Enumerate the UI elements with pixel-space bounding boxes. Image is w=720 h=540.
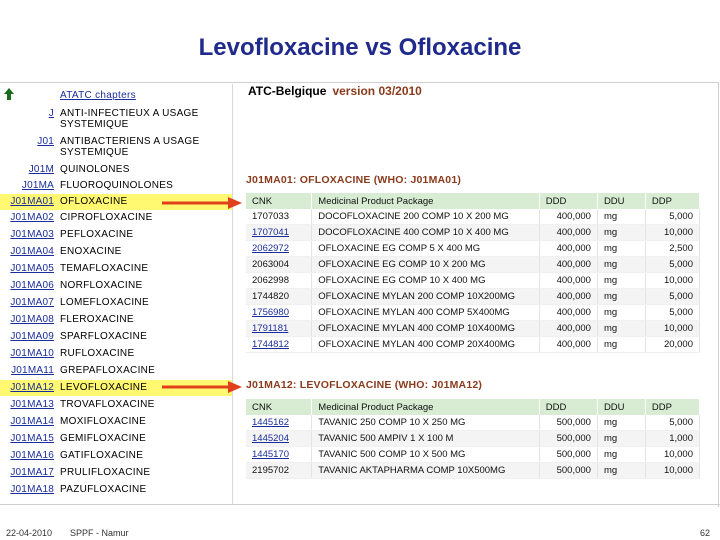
tree-item-name: ANTI-INFECTIEUX A USAGE SYSTEMIQUE (60, 108, 199, 130)
cnk-cell[interactable]: 1744812 (246, 337, 312, 353)
atc-brand: ATC-Belgique (248, 84, 327, 98)
tree-item-code[interactable]: J01MA14 (10, 416, 54, 427)
tree-item-code[interactable]: J01M (28, 164, 54, 175)
tree-item-name: QUINOLONES (60, 164, 130, 175)
cnk-cell[interactable]: 1445162 (246, 415, 312, 431)
tree-item-code[interactable]: J01MA18 (10, 484, 54, 495)
table-cell: OFLOXACINE MYLAN 400 COMP 20X400MG (312, 337, 540, 353)
tree-item-name: PAZUFLOXACINE (60, 484, 147, 495)
table-cell: 10,000 (645, 447, 699, 463)
tree-item[interactable] (0, 134, 232, 160)
cnk-cell[interactable]: 1445170 (246, 447, 312, 463)
tree-item-name: OFLOXACINE (60, 196, 128, 207)
levofloxacine-table (246, 399, 700, 479)
tree-item[interactable] (0, 397, 232, 413)
column-header: DDP (645, 399, 699, 415)
tree-item[interactable] (0, 295, 232, 311)
table-cell: 10,000 (645, 463, 699, 479)
tree-item-code[interactable]: J01MA13 (10, 399, 54, 410)
tree-item-name: GATIFLOXACINE (60, 450, 144, 461)
tree-divider (232, 84, 233, 504)
column-header: DDD (539, 399, 597, 415)
table-cell: 400,000 (539, 321, 597, 337)
tree-item[interactable] (0, 88, 232, 104)
tree-item-code[interactable]: J01MA04 (10, 246, 54, 257)
footer-divider (0, 504, 720, 505)
table-cell: mg (597, 321, 645, 337)
column-header: Medicinal Product Package (312, 399, 540, 415)
arrow-ofloxacine-icon (162, 196, 242, 210)
table-row (246, 447, 700, 463)
table-cell: mg (597, 337, 645, 353)
table-row (246, 289, 700, 305)
table-cell: DOCOFLOXACINE 400 COMP 10 X 400 MG (312, 225, 540, 241)
cnk-cell[interactable]: 1445204 (246, 431, 312, 447)
tree-item-name: FLEROXACINE (60, 314, 134, 325)
table-row (246, 337, 700, 353)
table-cell: 500,000 (539, 415, 597, 431)
tree-item-name: ENOXACINE (60, 246, 122, 257)
tree-item[interactable] (0, 346, 232, 362)
tree-item[interactable] (0, 261, 232, 277)
table-cell: 2,500 (645, 241, 699, 257)
tree-item[interactable] (0, 312, 232, 328)
footer-date: 22-04-2010 (6, 528, 53, 538)
table-cell: mg (597, 273, 645, 289)
tree-item-name: TEMAFLOXACINE (60, 263, 149, 274)
tree-item-name: ANTIBACTERIENS A USAGE SYSTEMIQUE (60, 136, 200, 158)
cnk-cell[interactable]: 2062972 (246, 241, 312, 257)
table-cell: 500,000 (539, 431, 597, 447)
tree-item-name: NORFLOXACINE (60, 280, 143, 291)
tree-item[interactable] (0, 465, 232, 481)
tree-item-code[interactable]: J01MA07 (10, 297, 54, 308)
table-cell: 1,000 (645, 431, 699, 447)
tree-item-code[interactable]: J01MA08 (10, 314, 54, 325)
table-cell: mg (597, 225, 645, 241)
table-cell: 5,000 (645, 305, 699, 321)
table-cell: 10,000 (645, 273, 699, 289)
atc-version: version 03/2010 (332, 84, 422, 98)
table-cell: mg (597, 305, 645, 321)
ofloxacine-table (246, 193, 700, 353)
cnk-cell[interactable]: 1791181 (246, 321, 312, 337)
tree-item-name: GEMIFLOXACINE (60, 433, 147, 444)
table-cell: mg (597, 431, 645, 447)
column-header: DDD (539, 193, 597, 209)
tree-item-code[interactable]: J01MA (21, 180, 54, 191)
ofloxacine-section-title: J01MA01: OFLOXACINE (WHO: J01MA01) (246, 174, 462, 186)
tree-item-name: PRULIFLOXACINE (60, 467, 151, 478)
tree-item-code[interactable]: J01MA06 (10, 280, 54, 291)
column-header: DDU (597, 193, 645, 209)
tree-item[interactable] (0, 162, 232, 178)
column-header: DDU (597, 399, 645, 415)
cnk-cell: 2195702 (246, 463, 312, 479)
table-cell: OFLOXACINE EG COMP 10 X 400 MG (312, 273, 540, 289)
table-cell: TAVANIC 500 COMP 10 X 500 MG (312, 447, 540, 463)
table-cell: 400,000 (539, 289, 597, 305)
table-cell: 5,000 (645, 415, 699, 431)
tree-item-name: GREPAFLOXACINE (60, 365, 156, 376)
table-row (246, 463, 700, 479)
tree-item-name: LEVOFLOXACINE (60, 382, 148, 393)
tree-item-name: TROVAFLOXACINE (60, 399, 155, 410)
levofloxacine-section-title: J01MA12: LEVOFLOXACINE (WHO: J01MA12) (246, 379, 483, 391)
tree-item[interactable] (0, 210, 232, 226)
tree-item-code[interactable]: J01MA15 (10, 433, 54, 444)
tree-item-code[interactable]: J01MA10 (10, 348, 54, 359)
tree-item-name: RUFLOXACINE (60, 348, 135, 359)
tree-item-name: SPARFLOXACINE (60, 331, 148, 342)
table-row (246, 225, 700, 241)
cnk-cell: 2062998 (246, 273, 312, 289)
tree-item-code[interactable]: J01 (37, 136, 54, 147)
tree-item-code[interactable]: J01MA17 (10, 467, 54, 478)
table-cell: 400,000 (539, 273, 597, 289)
table-cell: mg (597, 241, 645, 257)
cnk-cell[interactable]: 1756980 (246, 305, 312, 321)
tree-item[interactable] (0, 329, 232, 345)
table-cell: OFLOXACINE MYLAN 400 COMP 10X400MG (312, 321, 540, 337)
tree-item-code[interactable]: J01MA11 (11, 365, 54, 376)
table-cell: 10,000 (645, 321, 699, 337)
tree-item-name: LOMEFLOXACINE (60, 297, 149, 308)
table-cell: mg (597, 415, 645, 431)
tree-item-code[interactable]: J01MA03 (10, 229, 54, 240)
table-cell: TAVANIC 500 AMPIV 1 X 100 M (312, 431, 540, 447)
tree-item-code[interactable]: J (48, 108, 54, 119)
table-row (246, 321, 700, 337)
table-cell: 500,000 (539, 463, 597, 479)
slide-title: Levofloxacine vs Ofloxacine (198, 34, 522, 61)
column-header: CNK (246, 193, 312, 209)
tree-item[interactable] (0, 482, 232, 498)
tree-item-name: CIPROFLOXACINE (60, 212, 153, 223)
table-row (246, 431, 700, 447)
table-cell: OFLOXACINE MYLAN 400 COMP 5X400MG (312, 305, 540, 321)
table-cell: TAVANIC 250 COMP 10 X 250 MG (312, 415, 540, 431)
table-cell: 400,000 (539, 225, 597, 241)
table-cell: 400,000 (539, 241, 597, 257)
table-cell: OFLOXACINE MYLAN 200 COMP 10X200MG (312, 289, 540, 305)
tree-item[interactable] (0, 448, 232, 464)
table-cell: 400,000 (539, 337, 597, 353)
table-cell: 400,000 (539, 305, 597, 321)
tree-item-name: PEFLOXACINE (60, 229, 134, 240)
table-cell: mg (597, 463, 645, 479)
table-cell: OFLOXACINE EG COMP 10 X 200 MG (312, 257, 540, 273)
cnk-cell: 2063004 (246, 257, 312, 273)
tree-item-code[interactable]: J01MA02 (10, 212, 54, 223)
column-header: Medicinal Product Package (312, 193, 540, 209)
table-cell: DOCOFLOXACINE 200 COMP 10 X 200 MG (312, 209, 540, 225)
tree-item-code[interactable]: J01MA09 (10, 331, 54, 342)
tree-item[interactable] (0, 363, 232, 379)
tree-item[interactable] (0, 106, 232, 132)
table-row (246, 257, 700, 273)
table-cell: OFLOXACINE EG COMP 5 X 400 MG (312, 241, 540, 257)
footer-org: SPPF - Namur (70, 528, 129, 538)
table-cell: mg (597, 257, 645, 273)
table-cell: 500,000 (539, 447, 597, 463)
tree-item-code[interactable]: J01MA05 (10, 263, 54, 274)
atc-header (248, 84, 422, 98)
table-cell: 20,000 (645, 337, 699, 353)
tree-item[interactable] (0, 278, 232, 294)
cnk-cell: 1744820 (246, 289, 312, 305)
table-cell: mg (597, 289, 645, 305)
table-row (246, 241, 700, 257)
arrow-levofloxacine-icon (162, 380, 242, 394)
cnk-cell[interactable]: 1707041 (246, 225, 312, 241)
table-row (246, 415, 700, 431)
tree-item-code[interactable]: J01MA16 (10, 450, 54, 461)
table-cell: 400,000 (539, 209, 597, 225)
table-cell: mg (597, 447, 645, 463)
tree-item[interactable] (0, 414, 232, 430)
cnk-cell: 1707033 (246, 209, 312, 225)
tree-item-name: ATATC chapters (60, 90, 136, 101)
table-cell: TAVANIC AKTAPHARMA COMP 10X500MG (312, 463, 540, 479)
tree-item-code[interactable]: J01MA01 (10, 196, 54, 207)
column-header: CNK (246, 399, 312, 415)
tree-item[interactable] (0, 178, 232, 194)
tree-item-name: FLUOROQUINOLONES (60, 180, 174, 191)
table-row (246, 273, 700, 289)
column-header: DDP (645, 193, 699, 209)
tree-item-name: MOXIFLOXACINE (60, 416, 147, 427)
table-cell: mg (597, 209, 645, 225)
table-cell: 5,000 (645, 257, 699, 273)
table-cell: 5,000 (645, 209, 699, 225)
tree-item-code[interactable]: J01MA12 (10, 382, 54, 393)
table-row (246, 209, 700, 225)
table-cell: 400,000 (539, 257, 597, 273)
table-cell: 10,000 (645, 225, 699, 241)
tree-item[interactable] (0, 227, 232, 243)
table-row (246, 305, 700, 321)
table-cell: 5,000 (645, 289, 699, 305)
tree-item[interactable] (0, 244, 232, 260)
tree-item[interactable] (0, 431, 232, 447)
footer-page-number: 62 (700, 528, 711, 538)
